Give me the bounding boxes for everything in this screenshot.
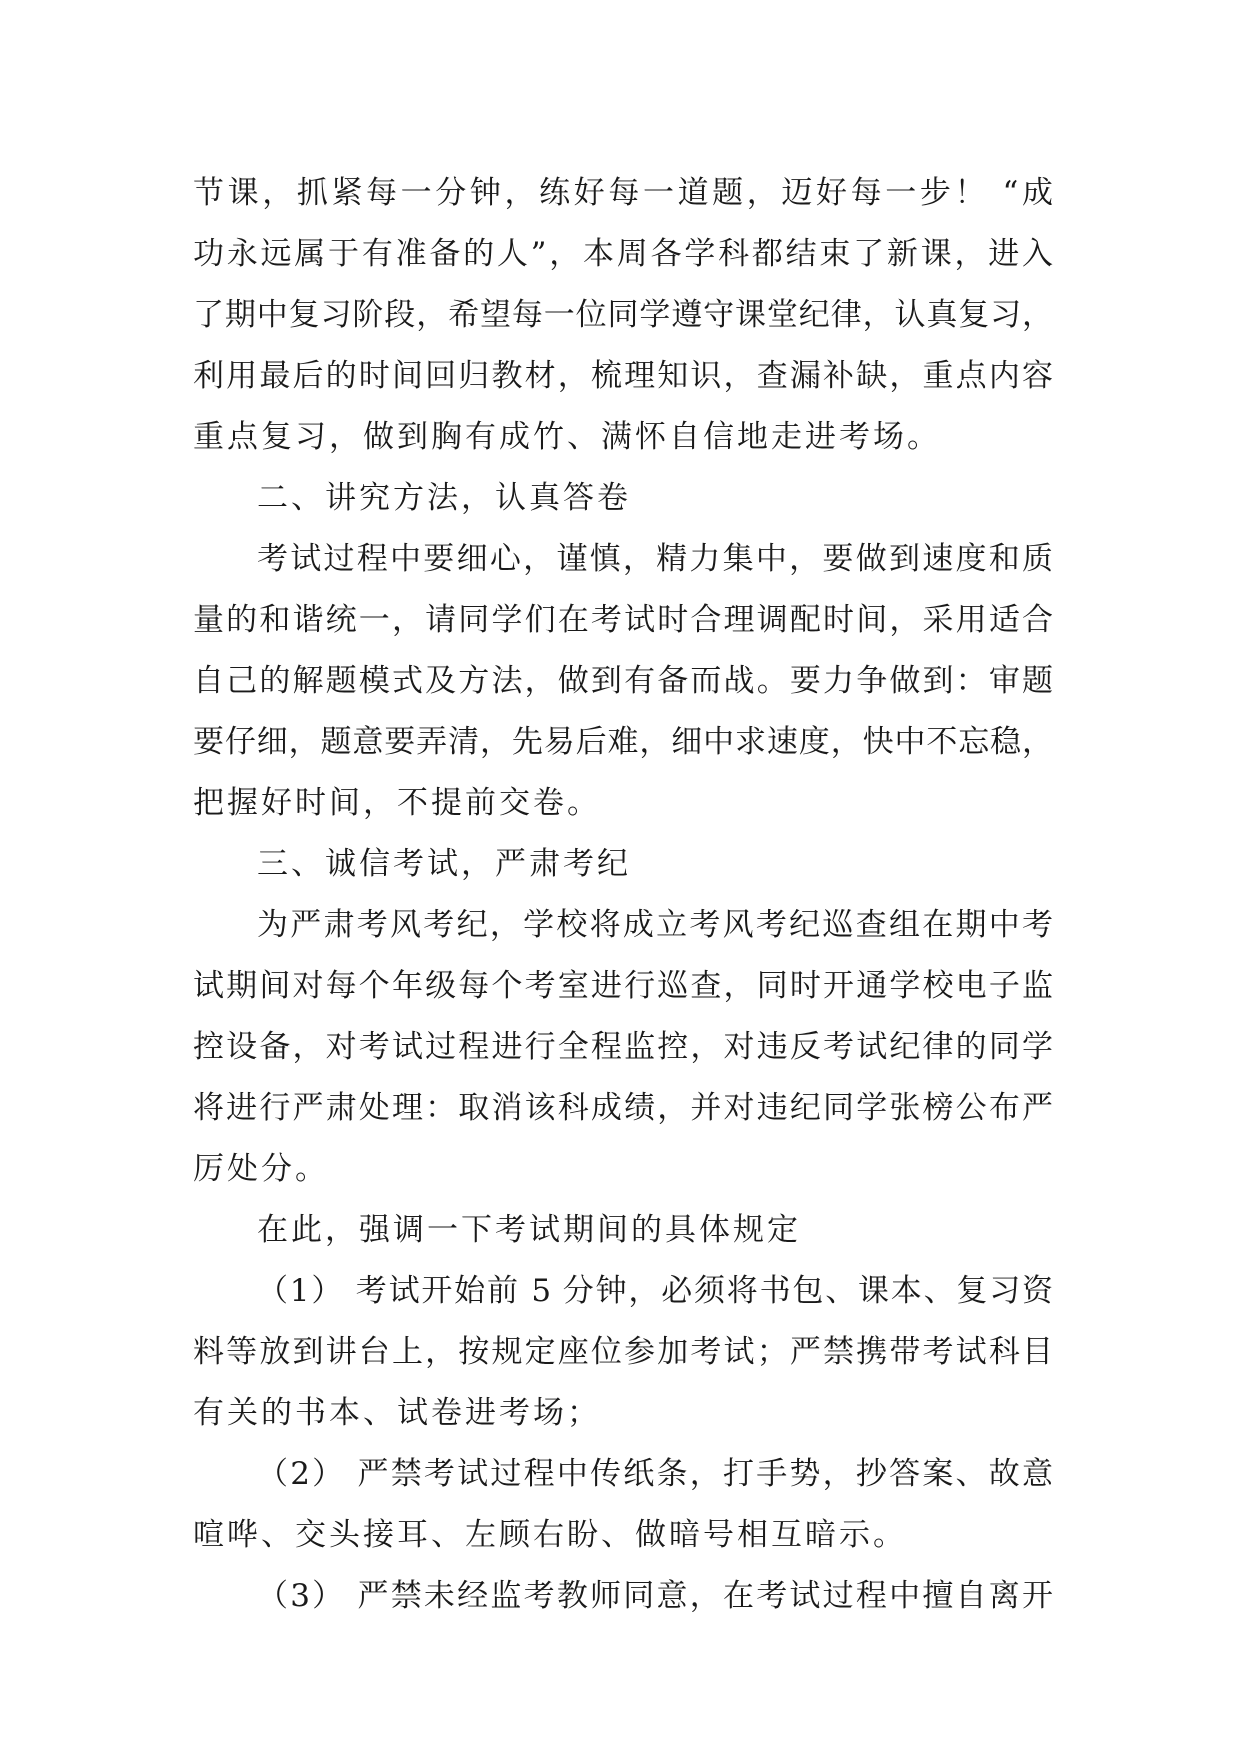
text-line: 在此，强调一下考试期间的具体规定: [257, 1212, 801, 1248]
text-line: 厉处分。: [193, 1151, 329, 1187]
heading-text: 三、诚信考试，严肃考纪: [257, 846, 631, 882]
text-line: 要仔细，题意要弄清，先易后难，细中求速度，快中不忘稳，: [193, 724, 1053, 760]
paragraph-continuation: [193, 163, 1053, 468]
text-line: 利用最后的时间回归教材，梳理知识，查漏补缺，重点内容: [193, 358, 1053, 394]
rule-item-1: [193, 1261, 1053, 1444]
text-line: 为严肃考风考纪，学校将成立考风考纪巡查组在期中考: [257, 907, 1053, 943]
text-line: 节课，抓紧每一分钟，练好每一道题，迈好每一步！ “成: [193, 175, 1053, 211]
text-line: 料等放到讲台上，按规定座位参加考试；严禁携带考试科目: [193, 1334, 1053, 1370]
rule-item-2: [193, 1444, 1053, 1566]
rule-item-3: [193, 1566, 1053, 1627]
text-line: （2） 严禁考试过程中传纸条，打手势，抄答案、故意: [257, 1456, 1053, 1492]
section-heading-2: [193, 468, 1053, 529]
paragraph-rules-intro: [193, 1200, 1053, 1261]
text-line: 了期中复习阶段，希望每一位同学遵守课堂纪律，认真复习，: [193, 297, 1053, 333]
text-line: 试期间对每个年级每个考室进行巡查，同时开通学校电子监: [193, 968, 1053, 1004]
section-heading-3: [193, 834, 1053, 895]
text-line: 把握好时间，不提前交卷。: [193, 785, 601, 821]
text-line: 控设备，对考试过程进行全程监控，对违反考试纪律的同学: [193, 1029, 1053, 1065]
text-line: （1） 考试开始前 5 分钟，必须将书包、课本、复习资: [257, 1273, 1053, 1309]
text-line: 将进行严肃处理：取消该科成绩，并对违纪同学张榜公布严: [193, 1090, 1053, 1126]
text-line: 考试过程中要细心，谨慎，精力集中，要做到速度和质: [257, 541, 1053, 577]
text-line: （3） 严禁未经监考教师同意，在考试过程中擅自离开: [257, 1578, 1053, 1614]
text-line: 重点复习，做到胸有成竹、满怀自信地走进考场。: [193, 419, 941, 455]
paragraph-exam-discipline: [193, 895, 1053, 1200]
text-line: 量的和谐统一，请同学们在考试时合理调配时间，采用适合: [193, 602, 1053, 638]
text-line: 喧哗、交头接耳、左顾右盼、做暗号相互暗示。: [193, 1517, 907, 1553]
text-line: 功永远属于有准备的人”，本周各学科都结束了新课，进入: [193, 236, 1053, 272]
text-line: 有关的书本、试卷进考场；: [193, 1395, 601, 1431]
paragraph-answering-method: [193, 529, 1053, 834]
text-line: 自己的解题模式及方法，做到有备而战。要力争做到：审题: [193, 663, 1053, 699]
heading-text: 二、讲究方法，认真答卷: [257, 480, 631, 516]
document-body: [193, 163, 1053, 1627]
